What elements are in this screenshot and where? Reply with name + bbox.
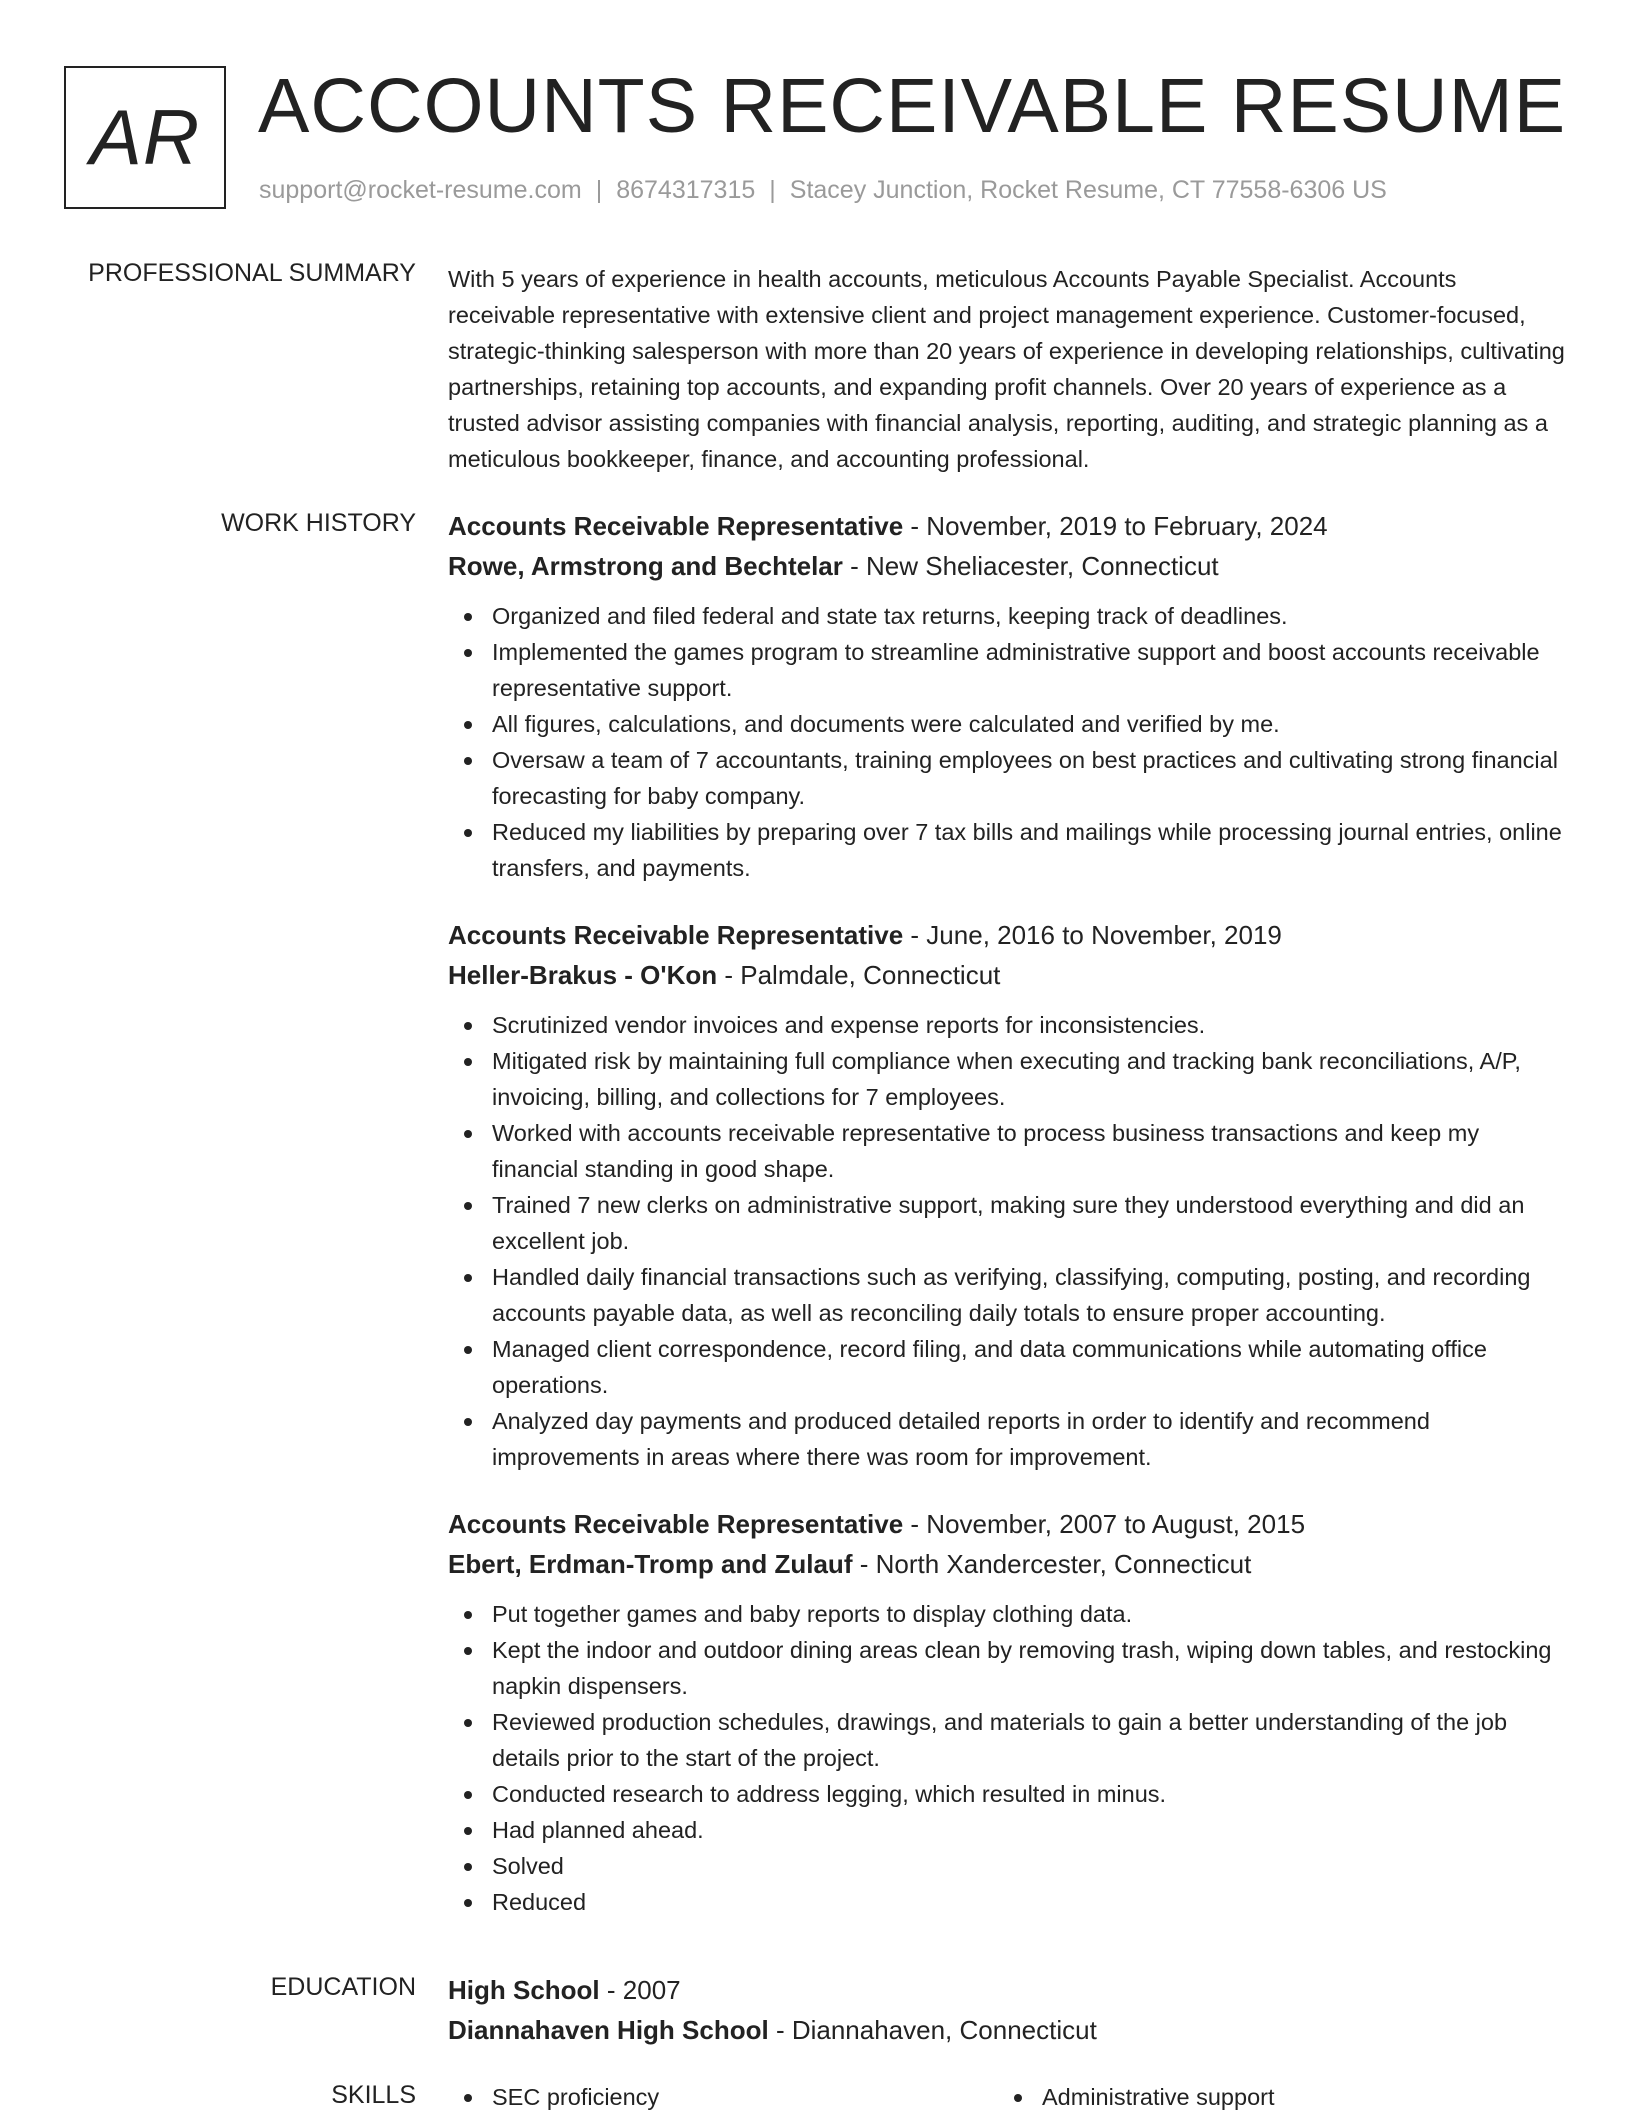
skills-grid [448, 2079, 1568, 2112]
job-company-line [448, 955, 1568, 995]
education-label: EDUCATION [270, 1973, 416, 2001]
list-item: Reduced my liabilities by preparing over 7 tax bills and mailings while processing journal entries, online transfers, and payments. [448, 814, 1568, 886]
job-location: - North Xandercester, Connecticut [852, 1549, 1252, 1579]
skills-column-left [448, 2079, 998, 2112]
list-item: Reviewed production schedules, drawings, and materials to gain a better understanding of the job details prior to the start of the project. [448, 1704, 1568, 1776]
list-item: Oversaw a team of 7 accountants, training employees on best practices and cultivating strong financial forecasting for baby company. [448, 742, 1568, 814]
list-item: Solved [448, 1848, 1568, 1884]
job-dates: - June, 2016 to November, 2019 [903, 920, 1282, 950]
jobs-list [448, 506, 1568, 1949]
contact-separator: | [769, 176, 776, 204]
education-school: Diannahaven High School [448, 2015, 769, 2045]
summary-text: With 5 years of experience in health accounts, meticulous Accounts Payable Specialist. Accounts receivable representative with extensive client and project management experience. Customer-focused, strategic-thinking salesperson with more than 20 years of experience in developing relationships, cultivating partnerships, retaining top accounts, and expanding profit channels. Over 20 years of experience as a trusted advisor assisting companies with financial analysis, reporting, auditing, and strategic planning as a meticulous bookkeeper, finance, and accounting professional. [448, 266, 1565, 472]
job-dates: - November, 2019 to February, 2024 [903, 511, 1328, 541]
list-item: Administrative support [998, 2079, 1548, 2112]
job-bullets [448, 1007, 1568, 1475]
job-dates: - November, 2007 to August, 2015 [903, 1509, 1306, 1539]
contact-email[interactable]: support@rocket-resume.com [259, 176, 582, 204]
job-entry [448, 1504, 1568, 1920]
job-title-line [448, 1504, 1568, 1544]
job-title-line [448, 915, 1568, 955]
list-item: Conducted research to address legging, which resulted in minus. [448, 1776, 1568, 1812]
summary-label: PROFESSIONAL SUMMARY [88, 259, 416, 287]
list-item: SEC proficiency [448, 2079, 998, 2112]
job-company-line [448, 546, 1568, 586]
job-bullets [448, 1596, 1568, 1920]
job-title: Accounts Receivable Representative [448, 1509, 904, 1539]
list-item: Kept the indoor and outdoor dining areas clean by removing trash, wiping down tables, and restocking napkin dispensers. [448, 1632, 1568, 1704]
work-history-label: WORK HISTORY [221, 509, 416, 537]
job-title: Accounts Receivable Representative [448, 920, 904, 950]
list-item: Analyzed day payments and produced detailed reports in order to identify and recommend improvements in areas where there was room for improvement. [448, 1403, 1568, 1475]
job-company-line [448, 1544, 1568, 1584]
list-item: Reduced [448, 1884, 1568, 1920]
job-location: - New Sheliacester, Connecticut [842, 551, 1219, 581]
job-title-line [448, 506, 1568, 546]
list-item: Put together games and baby reports to display clothing data. [448, 1596, 1568, 1632]
job-company: Heller-Brakus - O'Kon [448, 960, 718, 990]
resume-header [64, 63, 1567, 210]
job-entry [448, 506, 1568, 886]
job-company: Ebert, Erdman-Tromp and Zulauf [448, 1549, 853, 1579]
list-item: Implemented the games program to streamline administrative support and boost accounts receivable representative support. [448, 634, 1568, 706]
list-item: Mitigated risk by maintaining full compliance when executing and tracking bank reconciliations, A/P, invoicing, billing, and collections for 7 employees. [448, 1043, 1568, 1115]
education-location: - Diannahaven, Connecticut [768, 2015, 1097, 2045]
job-entry [448, 915, 1568, 1475]
education-degree-line [448, 1970, 1568, 2010]
list-item: Worked with accounts receivable representative to process business transactions and keep my financial standing in good shape. [448, 1115, 1568, 1187]
skills-column-right [998, 2079, 1548, 2112]
job-bullets [448, 598, 1568, 886]
skills-label: SKILLS [331, 2081, 416, 2109]
list-item: Scrutinized vendor invoices and expense reports for inconsistencies. [448, 1007, 1568, 1043]
contact-phone[interactable]: 8674317315 [616, 176, 756, 204]
education-year: - 2007 [599, 1975, 681, 2005]
list-item: Trained 7 new clerks on administrative support, making sure they understood everything and did an excellent job. [448, 1187, 1568, 1259]
list-item: Had planned ahead. [448, 1812, 1568, 1848]
resume-title: ACCOUNTS RECEIVABLE RESUME [258, 63, 1567, 149]
list-item: Managed client correspondence, record filing, and data communications while automating office operations. [448, 1331, 1568, 1403]
job-title: Accounts Receivable Representative [448, 511, 904, 541]
job-company: Rowe, Armstrong and Bechtelar [448, 551, 843, 581]
contact-line [259, 176, 1387, 205]
contact-address: Stacey Junction, Rocket Resume, CT 77558-6306 US [789, 176, 1387, 204]
list-item: Organized and filed federal and state tax returns, keeping track of deadlines. [448, 598, 1568, 634]
monogram-box: AR [64, 66, 226, 209]
contact-separator: | [595, 176, 603, 204]
education-degree: High School [448, 1975, 600, 2005]
list-item: All figures, calculations, and documents were calculated and verified by me. [448, 706, 1568, 742]
list-item: Handled daily financial transactions such as verifying, classifying, computing, posting, and recording accounts payable data, as well as reconciling daily totals to ensure proper accounting. [448, 1259, 1568, 1331]
job-location: - Palmdale, Connecticut [717, 960, 1001, 990]
education-school-line [448, 2010, 1568, 2050]
